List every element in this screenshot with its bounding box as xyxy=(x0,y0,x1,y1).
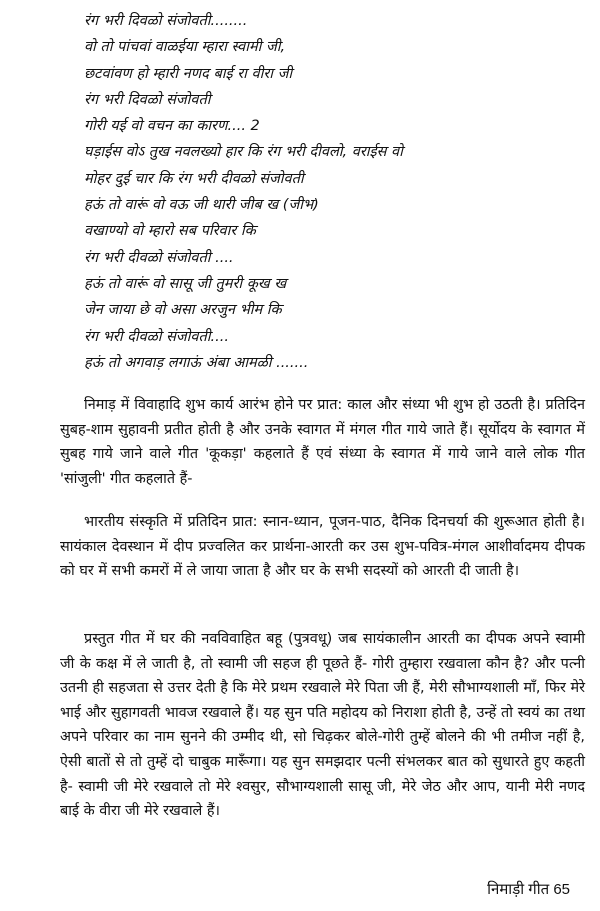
verse-line: रंग भरी दीवळो संजोवती.... xyxy=(84,328,229,345)
verse-line: रंग भरी दिवळो संजोवती........ xyxy=(84,13,248,29)
verse-line: रंग भरी दीवळो संजोवती .... xyxy=(84,249,234,266)
verse-line: हऊं तो वारूं वो वऊ जी थारी जीब ख (जीभ) xyxy=(84,197,319,214)
verse-line: वखाण्यो वो म्हारो सब परिवार कि xyxy=(84,223,256,240)
paragraph-indian-culture: भारतीय संस्कृति में प्रतिदिन प्रात: स्नान-ध्यान, पूजन-पाठ, दैनिक दिनचर्या की शुरूआत होती है। सायंकाल देवस्थान में दीप प्रज्वलित कर प्रार्थना-आरती कर उस शुभ-पवित्र-मंगल आशीर्वादमय दीपक को घर में सभी कमरों में ले जाया जाता है और घर के सभी सदस्यों को आरती दी जाती है। xyxy=(60,514,585,580)
verse-line: जेन जाया छे वो असा अरजुन भीम कि xyxy=(84,302,282,319)
paragraph-song-explanation: प्रस्तुत गीत में घर की नवविवाहित बहू (पुत्रवधू) जब सायंकालीन आरती का दीपक अपने स्वामी जी के कक्ष में ले जाती है, तो स्वामी जी सहज ही पूछते हैं- गोरी तुम्हारा रखवाला कौन है? और पत्नी उतनी ही सहजता से उत्तर देती है कि मेरे प्रथम रखवाले मेरे पिता जी हैं, मेरी सौभाग्यशाली माँ, फिर मेरे भाई और सुहागवती भावज रखवाले हैं। यह सुन पति महोदय को निराशा होती है, उन्हें तो स्वयं का तथा अपने परिवार का नाम सुनने की उम्मीद थी, सो चिढ़कर बोले-गोरी तुम्हें बोलने की भी तमीज नहीं है, ऐसी बातों से तो तुम्हें दो चाबुक मारूँगा। यह सुन समझदार पत्नी संभलकर बात को सुधारते हुए कहती है- स्वामी जी मेरे रखवाले तो मेरे श्वसुर, सौभाग्यशाली सासू जी, मेरे जेठ और आप, यानी मेरी नणद बाई के वीरा जी मेरे रखवाले हैं। xyxy=(60,631,585,820)
verse-line: रंग भरी दिवळो संजोवती xyxy=(84,91,211,108)
verse-line: हऊं तो वारूं वो सासू जी तुमरी कूख ख xyxy=(84,275,287,292)
verse-line: घड़ाईस वोऽ तुख नवलख्यो हार कि रंग भरी दीवलो, वराईस वो xyxy=(84,144,403,161)
page-footer-title: निमाड़ी गीत 65 xyxy=(487,881,570,898)
verse-line: गोरी यई वो वचन का कारण.... 2 xyxy=(84,118,260,135)
paragraph-nimad-ceremonies: निमाड़ में विवाहादि शुभ कार्य आरंभ होने पर प्रात: काल और संध्या भी शुभ हो उठती है। प्रतिदिन सुबह-शाम सुहावनी प्रतीत होती है और उनके स्वागत में मंगल गीत गाये जाते हैं। सूर्योदय के स्वागत में सुबह गाये जाने वाले गीत 'कूकड़ा' कहलाते हैं एवं संध्या के स्वागत में गाये जाने वाले लोक गीत 'सांजुली' गीत कहलाते हैं- xyxy=(60,397,585,487)
verse-line: हऊं तो अगवाड़ लगाऊं अंबा आमळी ....... xyxy=(84,354,309,371)
folk-song-verse xyxy=(84,8,584,376)
verse-line: मोहर दुई चार कि रंग भरी दीवळो संजोवती xyxy=(84,170,304,187)
verse-line: वो तो पांचवां वाळईया म्हारा स्वामी जी, xyxy=(84,39,286,56)
verse-line: छटवांवण हो म्हारी नणद बाई रा वीरा जी xyxy=(84,65,293,82)
